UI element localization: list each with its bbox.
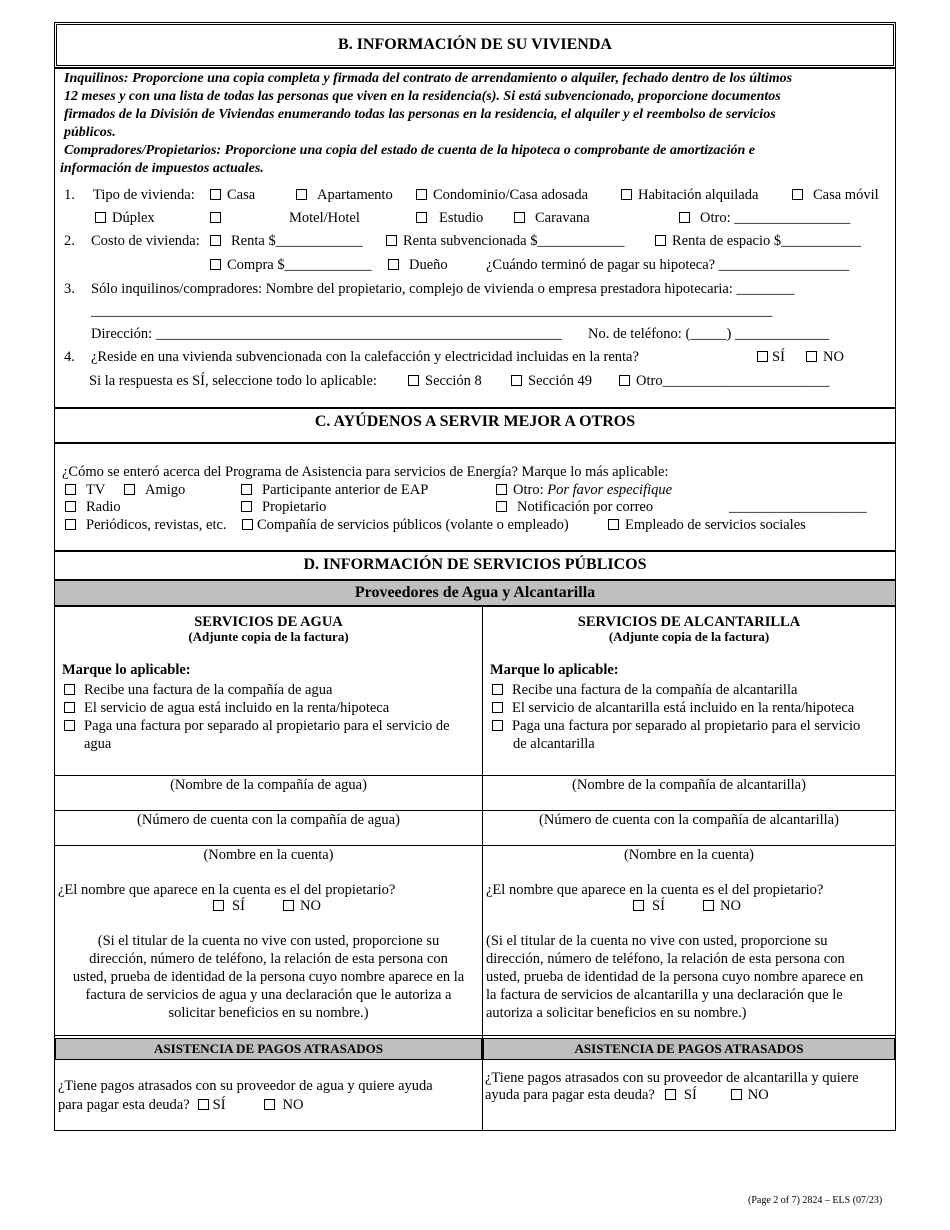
cost-compra[interactable]: Compra $____________	[210, 257, 372, 274]
checkbox[interactable]	[213, 900, 224, 911]
checkbox[interactable]	[679, 212, 690, 223]
checkbox[interactable]	[731, 1089, 742, 1100]
q4-yes[interactable]: SÍ	[757, 349, 785, 366]
q3-label[interactable]: Sólo inquilinos/compradores: Nombre del propietario, complejo de vivienda o empresa prestadora hipotecaria: ________	[91, 281, 795, 297]
checkbox[interactable]	[210, 212, 221, 223]
q3-blank-line[interactable]: ______________________________________________________________________________________________	[91, 303, 773, 319]
instructions-line: Inquilinos: Proporcione una copia completa y firmada del contrato de arrendamiento o alquiler, fechado dentro de los últimos	[64, 71, 793, 86]
source-otro[interactable]: Otro: Por favor especifique	[496, 482, 672, 499]
sewer-arrears-question-cont: ayuda para pagar esta deuda? SÍ NO	[485, 1087, 769, 1103]
housing-apartamento[interactable]: Apartamento	[296, 187, 393, 204]
housing-habitacion[interactable]: Habitación alquilada	[621, 187, 758, 204]
water-owner-yes[interactable]: SÍ	[213, 898, 245, 915]
cost-renta-subvencionada[interactable]: Renta subvencionada $____________	[386, 233, 625, 250]
sewer-owner-question: ¿El nombre que aparece en la cuenta es el del propietario?	[486, 882, 824, 898]
checkbox[interactable]	[703, 900, 714, 911]
checkbox[interactable]	[198, 1099, 209, 1110]
checkbox[interactable]	[514, 212, 525, 223]
checkbox[interactable]	[496, 484, 507, 495]
row-divider	[54, 810, 896, 811]
checkbox[interactable]	[511, 375, 522, 386]
source-empleado[interactable]: Empleado de servicios sociales	[608, 517, 806, 534]
housing-estudio[interactable]: Estudio	[416, 210, 483, 227]
housing-casa[interactable]: Casa	[210, 187, 255, 204]
sewer-note: (Si el titular de la cuenta no vive con usted, proporcione su dirección, número de teléfono, la relación de esta persona con usted, prueba de identidad de la persona cuyo nombre aparece en la factura de servicios de alcantarilla y una declaración que le autoriza a solicitar beneficios en su nombre.)	[486, 933, 864, 1021]
checkbox[interactable]	[757, 351, 768, 362]
q4-no[interactable]: NO	[806, 349, 844, 366]
water-owner-question: ¿El nombre que aparece en la cuenta es el del propietario?	[58, 882, 396, 898]
specify-hint: Por favor especifique	[547, 482, 673, 498]
q4-seccion-49[interactable]: Sección 49	[511, 373, 592, 390]
water-opt3[interactable]: Paga una factura por separado al propietario para el servicio de	[64, 718, 450, 735]
housing-otro[interactable]: Otro: ________________	[679, 210, 850, 227]
section-d-title: D. INFORMACIÓN DE SERVICIOS PÚBLICOS	[303, 556, 647, 573]
checkbox[interactable]	[655, 235, 666, 246]
cost-renta[interactable]: Renta $____________	[210, 233, 363, 250]
source-propietario[interactable]: Propietario	[241, 499, 326, 516]
water-company-field[interactable]: (Nombre de la compañía de agua)	[170, 777, 367, 793]
checkbox[interactable]	[608, 519, 619, 530]
sewer-name-field[interactable]: (Nombre en la cuenta)	[623, 847, 755, 863]
q1-number: 1.	[64, 187, 75, 203]
instructions-line: firmados de la División de Viviendas enumerando todas las personas en la residencia, el alquiler y el reembolso de servicios	[64, 107, 776, 122]
water-name-field[interactable]: (Nombre en la cuenta)	[203, 847, 334, 863]
row-divider	[54, 1035, 896, 1036]
sewer-opt1[interactable]: Recibe una factura de la compañía de alcantarilla	[492, 682, 797, 699]
checkbox[interactable]	[416, 212, 427, 223]
checkbox[interactable]	[124, 484, 135, 495]
water-account-field[interactable]: (Número de cuenta con la compañía de agua)	[137, 812, 400, 828]
housing-casa-movil[interactable]: Casa móvil	[792, 187, 879, 204]
mortgage-paid-question[interactable]: ¿Cuándo terminó de pagar su hipoteca? __________________	[486, 257, 850, 273]
sewer-account-field[interactable]: (Número de cuenta con la compañía de alcantarilla)	[539, 812, 839, 828]
checkbox[interactable]	[64, 684, 75, 695]
q2-label: Costo de vivienda:	[91, 233, 200, 249]
row-divider	[54, 775, 896, 776]
checkbox[interactable]	[264, 1099, 275, 1110]
section-c-title: C. AYÚDENOS A SERVIR MEJOR A OTROS	[314, 413, 636, 430]
source-correo[interactable]: Notificación por correo	[496, 499, 653, 516]
sewer-attach: (Adjunte copia de la factura)	[608, 629, 770, 644]
sewer-arrears-header: ASISTENCIA DE PAGOS ATRASADOS	[483, 1038, 895, 1060]
water-note: (Si el titular de la cuenta no vive con usted, proporcione su dirección, número de teléfono, la relación de esta persona con usted, prueba de identidad de la persona cuyo nombre aparece en la factura de servicios de agua y una declaración que le autoriza a solicitar beneficios en su nombre.)	[72, 933, 465, 1021]
checkbox[interactable]	[65, 501, 76, 512]
checkbox[interactable]	[496, 501, 507, 512]
water-arrears-header: ASISTENCIA DE PAGOS ATRASADOS	[55, 1038, 482, 1060]
checkbox[interactable]	[241, 484, 252, 495]
source-periodicos[interactable]: Periódicos, revistas, etc.	[65, 517, 227, 534]
housing-motel[interactable]: Motel/Hotel	[210, 210, 360, 227]
q2-number: 2.	[64, 233, 75, 249]
water-opt1[interactable]: Recibe una factura de la compañía de agua	[64, 682, 332, 699]
checkbox[interactable]	[665, 1089, 676, 1100]
checkbox[interactable]	[633, 900, 644, 911]
instructions-line: públicos.	[64, 125, 116, 140]
checkbox[interactable]	[386, 235, 397, 246]
q4-otro[interactable]: Otro_______________________	[619, 373, 829, 390]
page-footer: (Page 2 of 7) 2824 – ELS (07/23)	[748, 1195, 883, 1206]
source-amigo[interactable]: Amigo	[124, 482, 185, 499]
source-tv[interactable]: TV	[65, 482, 105, 499]
sewer-arrears-question: ¿Tiene pagos atrasados con su proveedor de alcantarilla y quiere	[485, 1070, 859, 1086]
sewer-company-field[interactable]: (Nombre de la compañía de alcantarilla)	[572, 777, 806, 793]
checkbox[interactable]	[242, 519, 253, 530]
instructions-line: 12 meses y con una lista de todas las personas que viven en la residencia(s). Si está subvencionado, proporcione documentos	[64, 89, 781, 104]
sewer-opt3[interactable]: Paga una factura por separado al propietario para el servicio	[492, 718, 860, 735]
housing-condominio[interactable]: Condominio/Casa adosada	[416, 187, 588, 204]
checkbox[interactable]	[492, 684, 503, 695]
checkbox[interactable]	[210, 235, 221, 246]
housing-caravana[interactable]: Caravana	[514, 210, 590, 227]
instructions-line: información de impuestos actuales.	[60, 161, 264, 176]
checkbox[interactable]	[416, 189, 427, 200]
heard-question: ¿Cómo se enteró acerca del Programa de Asistencia para servicios de Energía? Marque lo más aplicable:	[62, 464, 669, 480]
water-check-label: Marque lo aplicable:	[62, 662, 191, 678]
q4-seccion-8[interactable]: Sección 8	[408, 373, 482, 390]
checkbox[interactable]	[210, 189, 221, 200]
sewer-opt2[interactable]: El servicio de alcantarilla está incluido en la renta/hipoteca	[492, 700, 854, 717]
checkbox[interactable]	[492, 702, 503, 713]
water-opt2[interactable]: El servicio de agua está incluido en la renta/hipoteca	[64, 700, 389, 717]
providers-subheader: Proveedores de Agua y Alcantarilla	[54, 580, 896, 606]
sewer-title: SERVICIOS DE ALCANTARILLA	[577, 614, 801, 630]
source-radio[interactable]: Radio	[65, 499, 121, 516]
water-title: SERVICIOS DE AGUA	[194, 614, 343, 630]
checkbox[interactable]	[64, 702, 75, 713]
checkbox[interactable]	[283, 900, 294, 911]
water-owner-no[interactable]: NO	[283, 898, 321, 915]
checkbox[interactable]	[388, 259, 399, 270]
q4-label: ¿Reside en una vivienda subvencionada con la calefacción y electricidad incluidas en la renta?	[91, 349, 639, 365]
cost-renta-espacio[interactable]: Renta de espacio $___________	[655, 233, 861, 250]
water-arrears-question: ¿Tiene pagos atrasados con su proveedor de agua y quiere ayuda	[58, 1078, 433, 1094]
water-attach: (Adjunte copia de la factura)	[188, 629, 349, 644]
q4-number: 4.	[64, 349, 75, 365]
housing-duplex[interactable]: Dúplex	[95, 210, 155, 227]
q1-label: Tipo de vivienda:	[93, 187, 195, 203]
sewer-check-label: Marque lo aplicable:	[490, 662, 619, 678]
source-eap[interactable]: Participante anterior de EAP	[241, 482, 428, 499]
phone-field[interactable]: No. de teléfono: (_____) _____________	[588, 326, 830, 342]
checkbox[interactable]	[241, 501, 252, 512]
other-specify-line[interactable]: ___________________	[729, 499, 867, 515]
checkbox[interactable]	[792, 189, 803, 200]
instructions-line: Compradores/Propietarios: Proporcione una copia del estado de cuenta de la hipoteca o comprobante de amortización e	[64, 143, 756, 158]
q4-sub: Si la respuesta es SÍ, seleccione todo lo aplicable:	[89, 373, 377, 389]
water-arrears-question-cont: para pagar esta deuda? SÍ NO	[58, 1097, 304, 1113]
checkbox[interactable]	[806, 351, 817, 362]
sewer-opt3-cont: de alcantarilla	[513, 736, 595, 752]
checkbox[interactable]	[296, 189, 307, 200]
checkbox[interactable]	[95, 212, 106, 223]
sewer-owner-no[interactable]: NO	[703, 898, 741, 915]
checkbox[interactable]	[619, 375, 630, 386]
source-compania[interactable]: Compañía de servicios públicos (volante o empleado)	[242, 517, 569, 534]
checkbox[interactable]	[65, 519, 76, 530]
checkbox[interactable]	[408, 375, 419, 386]
cost-dueno[interactable]: Dueño	[388, 257, 448, 274]
q3-number: 3.	[64, 281, 75, 297]
checkbox[interactable]	[64, 720, 75, 731]
sewer-owner-yes[interactable]: SÍ	[633, 898, 665, 915]
address-field[interactable]: Dirección: ________________________________________________________	[91, 326, 562, 342]
checkbox[interactable]	[492, 720, 503, 731]
water-opt3-cont: agua	[84, 736, 112, 752]
row-divider	[54, 845, 896, 846]
section-b-title: B. INFORMACIÓN DE SU VIVIENDA	[338, 36, 612, 53]
checkbox[interactable]	[65, 484, 76, 495]
checkbox[interactable]	[210, 259, 221, 270]
checkbox[interactable]	[621, 189, 632, 200]
